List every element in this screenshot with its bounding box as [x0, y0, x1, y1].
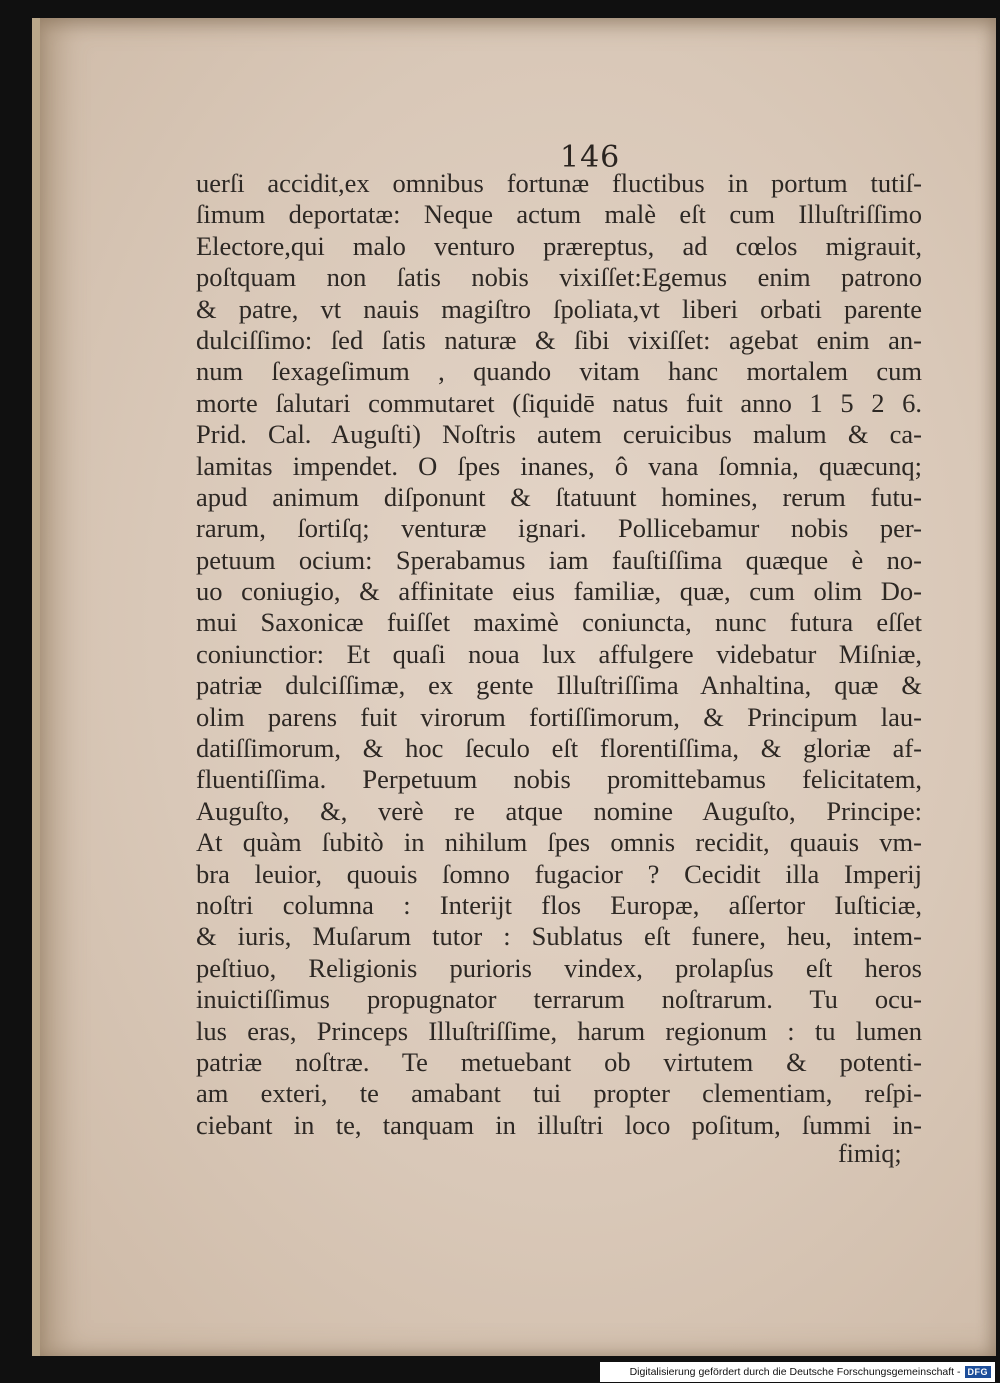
text-line: ſimum deportatæ: Neque actum malè eſt cum Illuſtriſſimo	[196, 199, 922, 230]
footer-credit-text: Digitalisierung gefördert durch die Deutsche Forschungsgemeinschaft -	[629, 1366, 961, 1378]
text-line: bra leuior, quouis ſomno fugacior ? Cecidit illa Imperij	[196, 858, 922, 889]
text-line: poſtquam non ſatis nobis vixiſſet:Egemus enim patrono	[196, 262, 922, 293]
text-line: At quàm ſubitò in nihilum ſpes omnis recidit, quauis vm-	[196, 827, 922, 858]
text-line: patriæ noſtræ. Te metuebant ob virtutem & potenti-	[196, 1046, 922, 1077]
text-line: mui Saxonicæ fuiſſet maximè coniuncta, nunc futura eſſet	[196, 607, 922, 638]
text-line: uo coniugio, & affinitate eius familiæ, quæ, cum olim Do-	[196, 576, 922, 607]
text-line: inuictiſſimus propugnator terrarum noſtrarum. Tu ocu-	[196, 984, 922, 1015]
text-line: Auguſto, &, verè re atque nomine Auguſto, Principe:	[196, 795, 922, 826]
text-line: morte ſalutari commutaret (ſiquidē natus fuit anno 1 5 2 6.	[196, 387, 922, 418]
text-line: fluentiſſima. Perpetuum nobis promittebamus felicitatem,	[196, 764, 922, 795]
text-line: Prid. Cal. Auguſti) Noſtris autem ceruicibus malum & ca-	[196, 419, 922, 450]
text-line: olim parens fuit virorum fortiſſimorum, & Principum lau-	[196, 701, 922, 732]
text-line: datiſſimorum, & hoc ſeculo eſt florentiſſima, & gloriæ af-	[196, 733, 922, 764]
page-number: 146	[560, 140, 621, 175]
text-line: am exteri, te amabant tui propter clementiam, reſpi-	[196, 1078, 922, 1109]
text-line: peſtiuo, Religionis purioris vindex, prolapſus eſt heros	[196, 952, 922, 983]
text-line: dulciſſimo: ſed ſatis naturæ & ſibi vixiſſet: agebat enim an-	[196, 324, 922, 355]
text-line: coniunctior: Et quaſi noua lux affulgere videbatur Miſniæ,	[196, 638, 922, 669]
catchword: fimiq;	[838, 1139, 902, 1168]
text-line: Electore,qui malo venturo præreptus, ad cœlos migrauit,	[196, 230, 922, 261]
text-line: ciebant in te, tanquam in illuſtri loco poſitum, ſummi in-	[196, 1109, 922, 1140]
text-line: apud animum diſponunt & ſtatuunt homines, rerum futu-	[196, 481, 922, 512]
text-line: lamitas impendet. O ſpes inanes, ô vana ſomnia, quæcunq;	[196, 450, 922, 481]
text-line: petuum ocium: Sperabamus iam fauſtiſſima quæque è no-	[196, 544, 922, 575]
text-line: rarum, ſortiſq; venturæ ignari. Pollicebamur nobis per-	[196, 513, 922, 544]
text-line: & patre, vt nauis magiſtro ſpoliata,vt liberi orbati parente	[196, 293, 922, 324]
text-line: noſtri columna : Interijt flos Europæ, aſſertor Iuſticiæ,	[196, 889, 922, 920]
text-line: lus eras, Princeps Illuſtriſſime, harum regionum : tu lumen	[196, 1015, 922, 1046]
text-line: & iuris, Muſarum tutor : Sublatus eſt funere, heu, intem-	[196, 921, 922, 952]
body-text	[196, 168, 922, 1141]
text-line: uerſi accidit,ex omnibus fortunæ fluctibus in portum tutiſ-	[196, 168, 922, 198]
footer-credit	[600, 1362, 995, 1382]
text-line: patriæ dulciſſimæ, ex gente Illuſtriſſima Anhaltina, quæ &	[196, 670, 922, 701]
dfg-logo: DFG	[965, 1366, 992, 1378]
text-line: num ſexageſimum , quando vitam hanc mortalem cum	[196, 356, 922, 387]
